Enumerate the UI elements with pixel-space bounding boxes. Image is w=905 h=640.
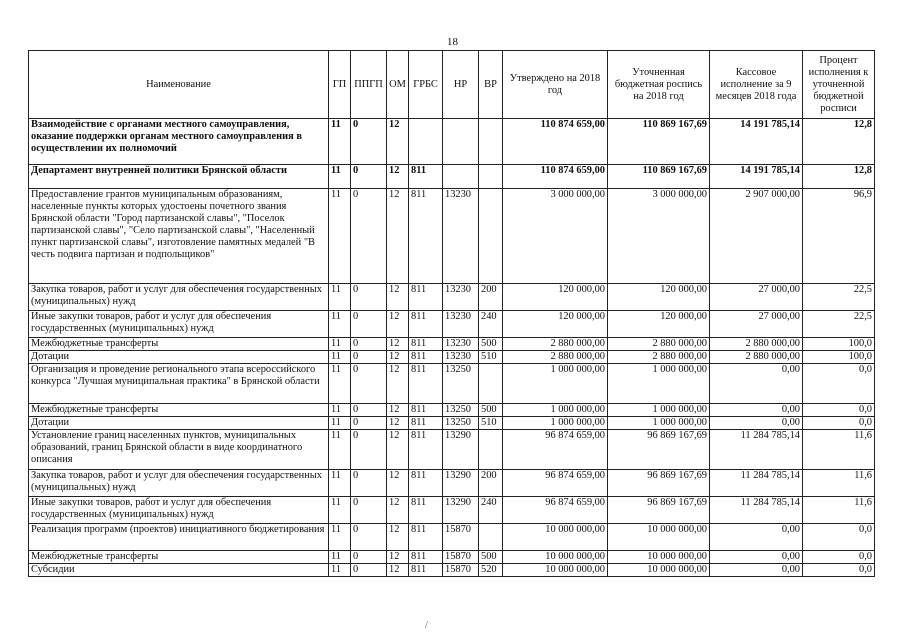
cell-om: 12 [387, 364, 409, 404]
cell-refined: 1 000 000,00 [608, 417, 710, 430]
table-row [29, 524, 875, 551]
cell-vr: 240 [479, 311, 503, 338]
cell-gp: 11 [329, 524, 351, 551]
cell-name: Межбюджетные трансферты [29, 404, 329, 417]
cell-gp: 11 [329, 551, 351, 564]
cell-refined: 110 869 167,69 [608, 119, 710, 165]
table-row [29, 311, 875, 338]
cell-grbs: 811 [409, 430, 443, 470]
cell-nr: 13230 [443, 338, 479, 351]
cell-name: Иные закупки товаров, работ и услуг для обеспечения государственных (муниципальных) нужд [29, 497, 329, 524]
cell-om: 12 [387, 189, 409, 284]
cell-grbs: 811 [409, 338, 443, 351]
header-nr: НР [443, 51, 479, 119]
footer-mark: / [425, 620, 428, 631]
cell-cash: 27 000,00 [710, 311, 803, 338]
cell-om: 12 [387, 497, 409, 524]
cell-nr [443, 165, 479, 189]
cell-name: Иные закупки товаров, работ и услуг для обеспечения государственных (муниципальных) нужд [29, 311, 329, 338]
cell-ppgp: 0 [351, 284, 387, 311]
cell-vr: 500 [479, 551, 503, 564]
cell-cash: 11 284 785,14 [710, 497, 803, 524]
cell-nr: 13290 [443, 497, 479, 524]
cell-gp: 11 [329, 404, 351, 417]
header-approved: Утверждено на 2018 год [503, 51, 608, 119]
cell-grbs: 811 [409, 564, 443, 577]
cell-ppgp: 0 [351, 364, 387, 404]
cell-nr: 15870 [443, 551, 479, 564]
cell-om: 12 [387, 404, 409, 417]
cell-om: 12 [387, 311, 409, 338]
cell-gp: 11 [329, 417, 351, 430]
cell-nr: 13290 [443, 470, 479, 497]
table-row [29, 404, 875, 417]
cell-name: Взаимодействие с органами местного самоуправления, оказание поддержки органам местного самоуправления в осуществлении их полномочий [29, 119, 329, 165]
table-row [29, 338, 875, 351]
cell-cash: 11 284 785,14 [710, 430, 803, 470]
table-row [29, 470, 875, 497]
cell-nr: 13230 [443, 189, 479, 284]
cell-vr: 240 [479, 497, 503, 524]
cell-approved: 1 000 000,00 [503, 404, 608, 417]
cell-percent: 11,6 [803, 497, 875, 524]
cell-om: 12 [387, 564, 409, 577]
cell-nr: 13290 [443, 430, 479, 470]
cell-grbs: 811 [409, 497, 443, 524]
cell-nr: 13250 [443, 364, 479, 404]
cell-name: Закупка товаров, работ и услуг для обеспечения государственных (муниципальных) нужд [29, 284, 329, 311]
cell-om: 12 [387, 551, 409, 564]
cell-om: 12 [387, 470, 409, 497]
cell-grbs: 811 [409, 524, 443, 551]
cell-name: Субсидии [29, 564, 329, 577]
cell-refined: 2 880 000,00 [608, 338, 710, 351]
cell-name: Дотации [29, 351, 329, 364]
cell-om: 12 [387, 165, 409, 189]
cell-approved: 120 000,00 [503, 311, 608, 338]
table-row [29, 189, 875, 284]
cell-percent: 11,6 [803, 430, 875, 470]
cell-om: 12 [387, 284, 409, 311]
cell-cash: 0,00 [710, 564, 803, 577]
cell-approved: 110 874 659,00 [503, 119, 608, 165]
cell-grbs: 811 [409, 404, 443, 417]
cell-grbs: 811 [409, 364, 443, 404]
cell-om: 12 [387, 524, 409, 551]
cell-approved: 2 880 000,00 [503, 351, 608, 364]
header-cash: Кассовое исполнение за 9 месяцев 2018 года [710, 51, 803, 119]
cell-refined: 3 000 000,00 [608, 189, 710, 284]
cell-vr [479, 524, 503, 551]
header-percent: Процент исполнения к уточненной бюджетной росписи [803, 51, 875, 119]
cell-percent: 100,0 [803, 338, 875, 351]
cell-refined: 1 000 000,00 [608, 364, 710, 404]
cell-name: Межбюджетные трансферты [29, 551, 329, 564]
cell-refined: 120 000,00 [608, 311, 710, 338]
cell-ppgp: 0 [351, 497, 387, 524]
cell-nr: 13250 [443, 404, 479, 417]
table-row [29, 351, 875, 364]
header-vr: ВР [479, 51, 503, 119]
cell-ppgp: 0 [351, 311, 387, 338]
cell-name: Закупка товаров, работ и услуг для обеспечения государственных (муниципальных) нужд [29, 470, 329, 497]
cell-nr: 15870 [443, 524, 479, 551]
cell-approved: 2 880 000,00 [503, 338, 608, 351]
cell-name: Департамент внутренней политики Брянской области [29, 165, 329, 189]
cell-gp: 11 [329, 564, 351, 577]
cell-grbs: 811 [409, 470, 443, 497]
cell-cash: 0,00 [710, 364, 803, 404]
cell-ppgp: 0 [351, 417, 387, 430]
cell-cash: 27 000,00 [710, 284, 803, 311]
cell-approved: 110 874 659,00 [503, 165, 608, 189]
cell-name: Установление границ населенных пунктов, муниципальных образований, границ Брянской области в виде координатного описания [29, 430, 329, 470]
cell-ppgp: 0 [351, 564, 387, 577]
cell-name: Организация и проведение регионального этапа всероссийского конкурса "Лучшая муниципальная практика" в Брянской области [29, 364, 329, 404]
header-refined: Уточненная бюджетная роспись на 2018 год [608, 51, 710, 119]
cell-cash: 2 880 000,00 [710, 338, 803, 351]
cell-gp: 11 [329, 119, 351, 165]
table-row [29, 551, 875, 564]
cell-cash: 14 191 785,14 [710, 119, 803, 165]
cell-refined: 10 000 000,00 [608, 524, 710, 551]
cell-name: Предоставление грантов муниципальным образованиям, населенные пункты которых удостоены почетного звания Брянской области "Город партизанской славы", "Поселок партизанской славы", "Село партизанской славы", "Населенный пункт партизанской славы", изготовление памятных медалей "В честь подвига партизан и подпольщиков" [29, 189, 329, 284]
cell-grbs: 811 [409, 311, 443, 338]
cell-approved: 96 874 659,00 [503, 470, 608, 497]
header-grbs: ГРБС [409, 51, 443, 119]
cell-percent: 22,5 [803, 311, 875, 338]
cell-nr: 15870 [443, 564, 479, 577]
table-row [29, 119, 875, 165]
cell-grbs: 811 [409, 351, 443, 364]
cell-om: 12 [387, 417, 409, 430]
cell-vr [479, 430, 503, 470]
cell-approved: 3 000 000,00 [503, 189, 608, 284]
cell-ppgp: 0 [351, 404, 387, 417]
table-row [29, 430, 875, 470]
cell-approved: 1 000 000,00 [503, 417, 608, 430]
cell-percent: 0,0 [803, 524, 875, 551]
cell-name: Межбюджетные трансферты [29, 338, 329, 351]
cell-approved: 96 874 659,00 [503, 430, 608, 470]
cell-approved: 1 000 000,00 [503, 364, 608, 404]
cell-grbs: 811 [409, 165, 443, 189]
cell-gp: 11 [329, 497, 351, 524]
cell-vr: 200 [479, 470, 503, 497]
cell-vr: 510 [479, 417, 503, 430]
cell-vr: 200 [479, 284, 503, 311]
cell-om: 12 [387, 119, 409, 165]
header-name: Наименование [29, 51, 329, 119]
cell-gp: 11 [329, 351, 351, 364]
table-row [29, 165, 875, 189]
cell-vr: 500 [479, 338, 503, 351]
cell-grbs: 811 [409, 551, 443, 564]
cell-ppgp: 0 [351, 470, 387, 497]
cell-name: Дотации [29, 417, 329, 430]
cell-nr: 13230 [443, 311, 479, 338]
cell-approved: 10 000 000,00 [503, 551, 608, 564]
budget-table [28, 50, 875, 577]
cell-om: 12 [387, 430, 409, 470]
cell-approved: 96 874 659,00 [503, 497, 608, 524]
cell-gp: 11 [329, 470, 351, 497]
table-row [29, 417, 875, 430]
cell-ppgp: 0 [351, 189, 387, 284]
cell-vr [479, 189, 503, 284]
cell-gp: 11 [329, 189, 351, 284]
cell-vr [479, 364, 503, 404]
table-row [29, 284, 875, 311]
cell-refined: 10 000 000,00 [608, 551, 710, 564]
cell-percent: 22,5 [803, 284, 875, 311]
cell-percent: 96,9 [803, 189, 875, 284]
cell-ppgp: 0 [351, 351, 387, 364]
cell-ppgp: 0 [351, 338, 387, 351]
cell-gp: 11 [329, 311, 351, 338]
cell-refined: 2 880 000,00 [608, 351, 710, 364]
cell-vr: 520 [479, 564, 503, 577]
cell-cash: 11 284 785,14 [710, 470, 803, 497]
cell-refined: 120 000,00 [608, 284, 710, 311]
cell-om: 12 [387, 338, 409, 351]
cell-cash: 0,00 [710, 404, 803, 417]
cell-gp: 11 [329, 430, 351, 470]
cell-refined: 10 000 000,00 [608, 564, 710, 577]
cell-vr: 500 [479, 404, 503, 417]
cell-nr: 13250 [443, 417, 479, 430]
cell-cash: 0,00 [710, 417, 803, 430]
header-ppgp: ППГП [351, 51, 387, 119]
cell-cash: 0,00 [710, 524, 803, 551]
cell-gp: 11 [329, 284, 351, 311]
cell-refined: 96 869 167,69 [608, 497, 710, 524]
cell-percent: 11,6 [803, 470, 875, 497]
cell-approved: 10 000 000,00 [503, 524, 608, 551]
cell-grbs: 811 [409, 284, 443, 311]
cell-vr: 510 [479, 351, 503, 364]
cell-cash: 2 880 000,00 [710, 351, 803, 364]
page-number: 18 [447, 36, 458, 48]
cell-nr: 13230 [443, 284, 479, 311]
table-body [29, 119, 875, 577]
cell-percent: 0,0 [803, 551, 875, 564]
cell-grbs: 811 [409, 189, 443, 284]
table-row [29, 497, 875, 524]
cell-cash: 14 191 785,14 [710, 165, 803, 189]
cell-refined: 96 869 167,69 [608, 430, 710, 470]
cell-percent: 12,8 [803, 119, 875, 165]
cell-vr [479, 165, 503, 189]
cell-percent: 0,0 [803, 364, 875, 404]
cell-percent: 0,0 [803, 564, 875, 577]
cell-gp: 11 [329, 165, 351, 189]
cell-refined: 1 000 000,00 [608, 404, 710, 417]
cell-name: Реализация программ (проектов) инициативного бюджетирования [29, 524, 329, 551]
cell-ppgp: 0 [351, 430, 387, 470]
cell-vr [479, 119, 503, 165]
cell-cash: 2 907 000,00 [710, 189, 803, 284]
cell-approved: 10 000 000,00 [503, 564, 608, 577]
cell-approved: 120 000,00 [503, 284, 608, 311]
table-row [29, 564, 875, 577]
cell-ppgp: 0 [351, 524, 387, 551]
header-row [29, 51, 875, 119]
cell-nr [443, 119, 479, 165]
cell-ppgp: 0 [351, 551, 387, 564]
cell-refined: 96 869 167,69 [608, 470, 710, 497]
cell-percent: 0,0 [803, 404, 875, 417]
cell-gp: 11 [329, 364, 351, 404]
header-gp: ГП [329, 51, 351, 119]
table-row [29, 364, 875, 404]
cell-percent: 100,0 [803, 351, 875, 364]
cell-om: 12 [387, 351, 409, 364]
cell-gp: 11 [329, 338, 351, 351]
cell-grbs [409, 119, 443, 165]
cell-ppgp: 0 [351, 165, 387, 189]
cell-refined: 110 869 167,69 [608, 165, 710, 189]
cell-percent: 12,8 [803, 165, 875, 189]
cell-percent: 0,0 [803, 417, 875, 430]
cell-ppgp: 0 [351, 119, 387, 165]
cell-nr: 13230 [443, 351, 479, 364]
cell-cash: 0,00 [710, 551, 803, 564]
cell-grbs: 811 [409, 417, 443, 430]
header-om: ОМ [387, 51, 409, 119]
